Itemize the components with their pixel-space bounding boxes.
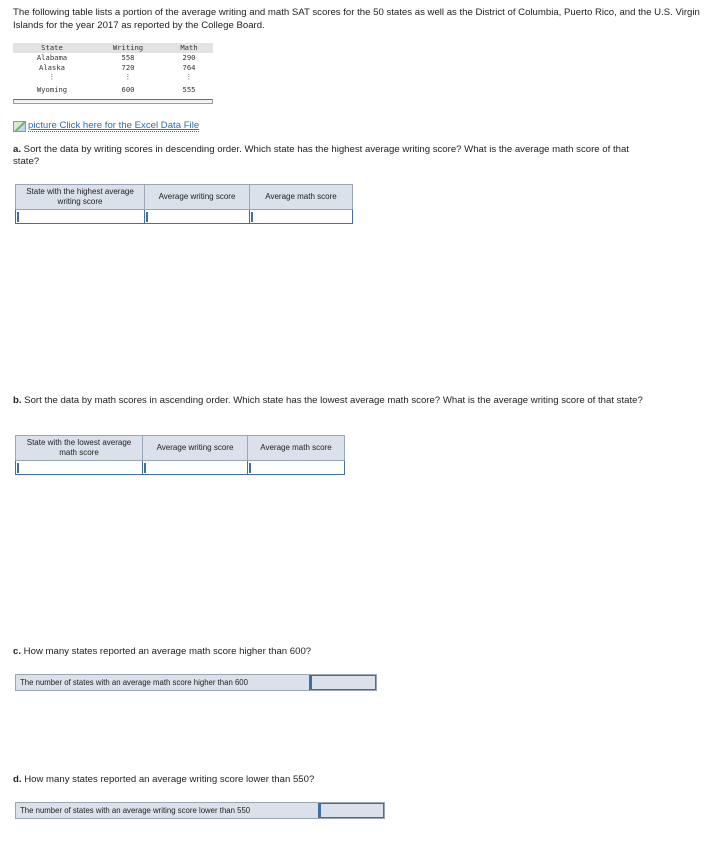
question-b-letter: b.	[13, 395, 22, 406]
input-caret	[251, 212, 253, 222]
answer-a-state-input[interactable]	[16, 210, 145, 224]
header-writing: Writing	[112, 43, 144, 52]
question-c	[13, 646, 653, 658]
answer-b-header-state: State with the lowest average math score	[16, 436, 143, 461]
input-caret	[249, 463, 251, 473]
answer-b-writing-input[interactable]	[143, 461, 248, 475]
answer-d-label: The number of states with an average writing score lower than 550	[16, 803, 318, 818]
question-d	[13, 774, 653, 786]
answer-table-b	[15, 435, 345, 475]
input-caret	[146, 212, 148, 222]
data-table	[13, 43, 213, 104]
answer-d-input[interactable]	[318, 803, 384, 818]
excel-link-text[interactable]: picture Click here for the Excel Data File	[28, 120, 200, 131]
answer-c-input[interactable]	[309, 675, 376, 690]
question-a	[13, 144, 653, 168]
cell-writing: ⋮	[124, 72, 132, 81]
cell-math: 555	[182, 85, 196, 94]
question-d-text: How many states reported an average writing score lower than 550?	[21, 774, 315, 785]
answer-row-d	[15, 802, 385, 819]
table-footer-bar	[13, 99, 213, 104]
question-c-text: How many states reported an average math score higher than 600?	[21, 646, 312, 657]
cell-math: 764	[182, 63, 196, 72]
cell-state: ⋮	[48, 72, 56, 81]
input-caret	[310, 676, 312, 689]
answer-a-math-input[interactable]	[250, 210, 353, 224]
question-b	[13, 395, 653, 407]
cell-writing: 720	[121, 63, 135, 72]
header-state: State	[41, 43, 63, 52]
cell-state: Wyoming	[36, 85, 68, 94]
intro-text: The following table lists a portion of the average writing and math SAT scores for the 50 states as well as the District of Columbia, Puerto Rico, and the U.S. Virgin Islands for the year 2017 as reported by the College Board.	[13, 7, 700, 31]
cell-math: ⋮	[185, 72, 193, 81]
table-row	[13, 63, 213, 73]
question-d-letter: d.	[13, 774, 22, 785]
answer-a-header-state: State with the highest average writing score	[16, 185, 145, 210]
input-caret	[17, 463, 19, 473]
cell-writing: 600	[121, 85, 135, 94]
question-a-text: Sort the data by writing scores in descending order. Which state has the highest average writing score? What is the average math score of that state?	[13, 144, 629, 167]
cell-math: 290	[182, 53, 196, 62]
answer-b-header-writing: Average writing score	[143, 436, 248, 461]
question-a-letter: a.	[13, 144, 22, 155]
cell-state: Alaska	[39, 63, 65, 72]
cell-writing: 558	[121, 53, 135, 62]
table-row	[13, 85, 213, 95]
answer-b-header-math: Average math score	[248, 436, 345, 461]
answer-table-a	[15, 184, 353, 224]
table-row	[13, 53, 213, 63]
question-c-letter: c.	[13, 646, 22, 657]
question-b-text: Sort the data by math scores in ascending order. Which state has the lowest average math score? What is the average writing score of that state?	[21, 395, 643, 406]
answer-row-c	[15, 674, 377, 691]
cell-state: Alabama	[36, 53, 68, 62]
input-caret	[17, 212, 19, 222]
table-row-ellipsis	[13, 73, 213, 85]
answer-a-header-writing: Average writing score	[145, 185, 250, 210]
input-caret	[319, 804, 321, 817]
answer-a-writing-input[interactable]	[145, 210, 250, 224]
input-caret	[144, 463, 146, 473]
answer-b-state-input[interactable]	[16, 461, 143, 475]
answer-c-label: The number of states with an average math score higher than 600	[16, 675, 309, 690]
header-math: Math	[180, 43, 198, 52]
broken-picture-icon	[13, 121, 26, 132]
answer-a-header-math: Average math score	[250, 185, 353, 210]
data-table-header	[13, 43, 213, 53]
answer-b-math-input[interactable]	[248, 461, 345, 475]
excel-data-link[interactable]	[13, 120, 199, 132]
